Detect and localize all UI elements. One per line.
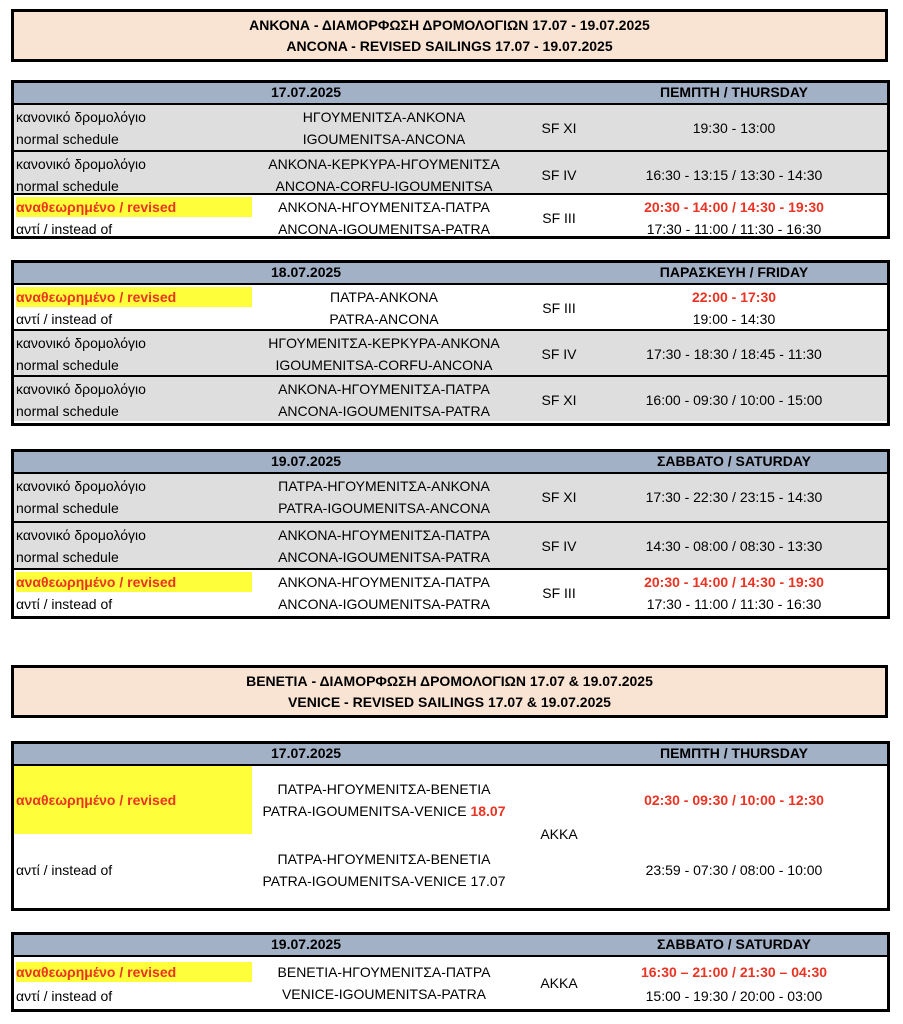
route-english: ANCONA-IGOUMENITSA-PATRA <box>278 403 490 419</box>
revised-badge: αναθεωρημένο / revised <box>16 572 252 592</box>
route-english: ANCONA-IGOUMENITSA-PATRA <box>278 549 490 565</box>
table-header <box>14 744 887 766</box>
ship-name: SF III <box>542 210 576 226</box>
ancona-table-17-07 <box>11 80 890 239</box>
route-english: IGOUMENITSA-CORFU-ANCONA <box>275 357 493 373</box>
instead-of-label: αντί / instead of <box>16 596 113 612</box>
departure-arrival-time: 19:30 - 13:00 <box>692 120 776 136</box>
schedule-row <box>14 474 887 521</box>
row-label-greek: κανονικό δρομολόγιο <box>16 156 146 172</box>
route-greek: ΑΝΚΟΝΑ-ΗΓΟΥΜΕΝΙΤΣΑ-ΠΑΤΡΑ <box>278 527 490 543</box>
route-english: ANCONA-IGOUMENITSA-PATRA <box>278 221 490 237</box>
venice-table-17-07 <box>11 741 890 911</box>
schedule-row-revised <box>14 957 887 1013</box>
route-english: PATRA-IGOUMENITSA-VENICE <box>262 803 467 819</box>
schedule-row <box>14 329 887 375</box>
row-label-english: normal schedule <box>16 131 119 147</box>
route-english: VENICE-IGOUMENITSA-PATRA <box>281 986 487 1002</box>
header-day: ΠΕΜΠΤΗ / THURSDAY <box>659 745 809 761</box>
original-time: 17:30 - 11:00 / 11:30 - 16:30 <box>646 221 822 237</box>
header-date: 19.07.2025 <box>271 453 342 469</box>
ancona-title-english: ANCONA - REVISED SAILINGS 17.07 - 19.07.2025 <box>286 37 613 54</box>
departure-arrival-time: 16:00 - 09:30 / 10:00 - 15:00 <box>645 392 823 408</box>
original-time: 17:30 - 11:00 / 11:30 - 16:30 <box>646 596 822 612</box>
schedule-row <box>14 150 887 193</box>
venice-table-19-07 <box>11 932 890 1012</box>
route-greek: ΠΑΤΡΑ-ΗΓΟΥΜΕΝΙΤΣΑ-ΒΕΝΕΤΙΑ <box>277 851 491 867</box>
instead-of-label: αντί / instead of <box>16 311 113 327</box>
departure-arrival-time: 17:30 - 18:30 / 18:45 - 11:30 <box>646 346 822 362</box>
route-greek: ΑΝΚΟΝΑ-ΗΓΟΥΜΕΝΙΤΣΑ-ΠΑΤΡΑ <box>278 381 490 397</box>
revised-time: 20:30 - 14:00 / 14:30 - 19:30 <box>644 574 824 590</box>
route-english: PATRA-IGOUMENITSA-VENICE 17.07 <box>262 873 506 889</box>
route-greek: ΗΓΟΥΜΕΝΙΤΣΑ-ΑΝΚΟΝΑ <box>302 109 466 125</box>
ship-name: SF IV <box>541 346 577 362</box>
schedule-row-revised <box>14 766 887 912</box>
table-header <box>14 263 887 285</box>
ancona-title-greek: ΑΝΚΟΝΑ - ΔΙΑΜΟΡΦΩΣΗ ΔΡΟΜΟΛΟΓΙΩΝ 17.07 - 19.07.2025 <box>249 16 650 33</box>
schedule-row <box>14 105 887 150</box>
ancona-table-18-07 <box>11 260 890 426</box>
row-label-greek: κανονικό δρομολόγιο <box>16 109 146 125</box>
schedule-row-revised <box>14 568 887 616</box>
venice-title-english: VENICE - REVISED SAILINGS 17.07 & 19.07.2025 <box>288 693 611 710</box>
route-english: PATRA-IGOUMENITSA-ANCONA <box>278 500 490 516</box>
row-label-english: normal schedule <box>16 500 119 516</box>
row-label-greek: κανονικό δρομολόγιο <box>16 335 146 351</box>
route-english: PATRA-ANCONA <box>329 311 439 327</box>
revised-badge: αναθεωρημένο / revised <box>16 197 252 217</box>
ship-name: SF III <box>542 585 576 601</box>
ship-name: SF III <box>542 300 576 316</box>
header-date: 17.07.2025 <box>271 745 342 761</box>
departure-arrival-time: 14:30 - 08:00 / 08:30 - 13:30 <box>645 538 823 554</box>
row-label-english: normal schedule <box>16 549 119 565</box>
ship-name: SF XI <box>541 489 577 505</box>
revised-badge: αναθεωρημένο / revised <box>16 792 177 808</box>
row-label-english: normal schedule <box>16 178 119 194</box>
row-label-greek: κανονικό δρομολόγιο <box>16 381 146 397</box>
route-english: ANCONA-IGOUMENITSA-PATRA <box>278 596 490 612</box>
header-date: 19.07.2025 <box>271 936 342 952</box>
ship-name: AKKA <box>540 826 578 842</box>
revised-time: 02:30 - 09:30 / 10:00 - 12:30 <box>644 792 824 808</box>
header-day: ΠΕΜΠΤΗ / THURSDAY <box>659 84 809 100</box>
header-day: ΣΑΒΒΑΤΟ / SATURDAY <box>657 453 811 469</box>
ship-name: SF XI <box>541 120 577 136</box>
instead-of-label: αντί / instead of <box>16 221 113 237</box>
schedule-row-revised <box>14 193 887 236</box>
route-greek: ΑΝΚΟΝΑ-ΗΓΟΥΜΕΝΙΤΣΑ-ΠΑΤΡΑ <box>278 574 490 590</box>
row-label-greek: κανονικό δρομολόγιο <box>16 478 146 494</box>
departure-arrival-time: 16:30 - 13:15 / 13:30 - 14:30 <box>645 167 823 183</box>
revised-badge: αναθεωρημένο / revised <box>16 287 252 307</box>
header-date: 17.07.2025 <box>271 84 342 100</box>
venice-title-box <box>11 665 888 718</box>
route-greek: ΒΕΝΕΤΙΑ-ΗΓΟΥΜΕΝΙΤΣΑ-ΠΑΤΡΑ <box>277 964 491 980</box>
header-day: ΣΑΒΒΑΤΟ / SATURDAY <box>657 936 811 952</box>
route-english: ANCONA-CORFU-IGOUMENITSA <box>275 178 493 194</box>
venice-title-greek: ΒΕΝΕΤΙΑ - ΔΙΑΜΟΡΦΩΣΗ ΔΡΟΜΟΛΟΓΙΩΝ 17.07 & 19.07.2025 <box>246 672 653 689</box>
ship-name: AKKA <box>540 975 578 991</box>
route-english: IGOUMENITSA-ANCONA <box>302 131 466 147</box>
row-label-english: normal schedule <box>16 357 119 373</box>
row-label-english: normal schedule <box>16 403 119 419</box>
ancona-table-19-07 <box>11 449 890 619</box>
original-time: 15:00 - 19:30 / 20:00 - 03:00 <box>645 988 823 1004</box>
route-greek: ΠΑΤΡΑ-ΗΓΟΥΜΕΝΙΤΣΑ-ΑΝΚΟΝΑ <box>278 478 490 494</box>
table-header <box>14 83 887 105</box>
revised-time: 20:30 - 14:00 / 14:30 - 19:30 <box>644 199 824 215</box>
ship-name: SF IV <box>541 167 577 183</box>
revised-time: 22:00 - 17:30 <box>691 289 777 305</box>
route-greek: ΗΓΟΥΜΕΝΙΤΣΑ-ΚΕΡΚΥΡΑ-ΑΝΚΟΝΑ <box>268 335 500 351</box>
instead-of-label: αντί / instead of <box>16 862 113 878</box>
departure-arrival-time: 17:30 - 22:30 / 23:15 - 14:30 <box>645 489 823 505</box>
header-date: 18.07.2025 <box>271 264 342 280</box>
revised-badge: αναθεωρημένο / revised <box>16 962 252 982</box>
schedule-row <box>14 521 887 568</box>
row-label-greek: κανονικό δρομολόγιο <box>16 527 146 543</box>
instead-of-label: αντί / instead of <box>16 988 113 1004</box>
route-greek: ΑΝΚΟΝΑ-ΚΕΡΚΥΡΑ-ΗΓΟΥΜΕΝΙΤΣΑ <box>268 156 500 172</box>
ship-name: SF XI <box>541 392 577 408</box>
revised-time: 16:30 – 21:00 / 21:30 – 04:30 <box>640 964 828 980</box>
table-header <box>14 935 887 957</box>
header-day: ΠΑΡΑΣΚΕΥΗ / FRIDAY <box>659 264 809 280</box>
route-greek: ΑΝΚΟΝΑ-ΗΓΟΥΜΕΝΙΤΣΑ-ΠΑΤΡΑ <box>278 199 490 215</box>
original-time: 19:00 - 14:30 <box>692 311 776 327</box>
original-time: 23:59 - 07:30 / 08:00 - 10:00 <box>645 862 823 878</box>
schedule-row <box>14 375 887 421</box>
ship-name: SF IV <box>541 538 577 554</box>
route-greek: ΠΑΤΡΑ-ΑΝΚΟΝΑ <box>330 289 438 305</box>
table-header <box>14 452 887 474</box>
ancona-title-box <box>11 9 888 62</box>
new-arrival-date: 18.07 <box>470 803 506 819</box>
route-greek: ΠΑΤΡΑ-ΗΓΟΥΜΕΝΙΤΣΑ-ΒΕΝΕΤΙΑ <box>277 781 491 797</box>
schedule-row-revised <box>14 285 887 329</box>
route-english-revised <box>244 801 524 821</box>
